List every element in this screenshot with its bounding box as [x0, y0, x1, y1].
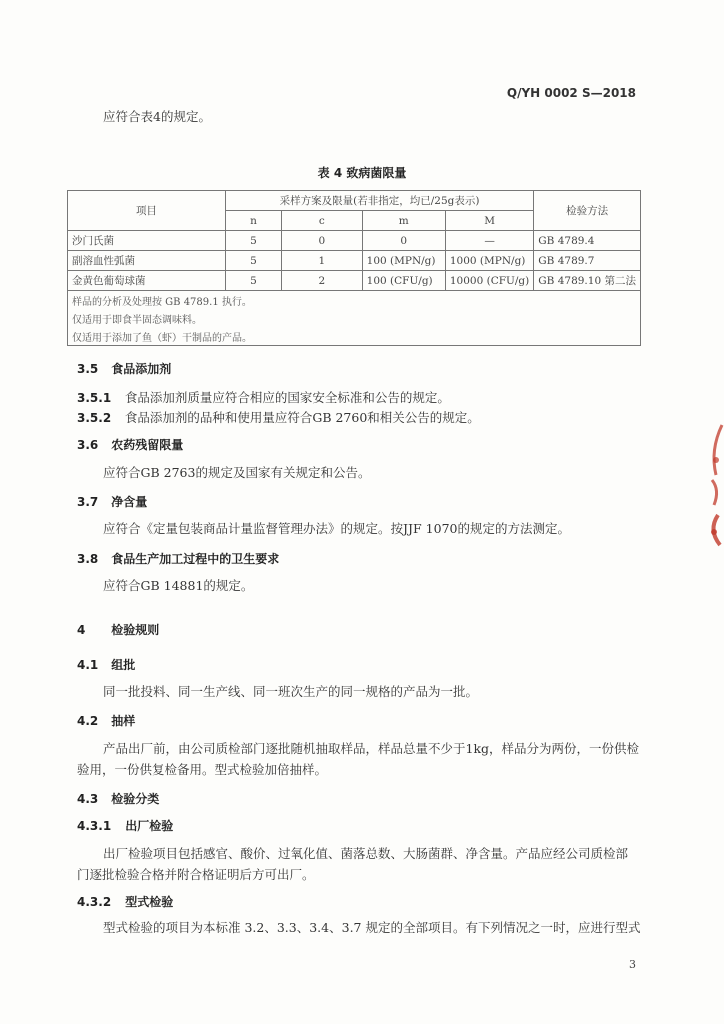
- subheader-c: c: [282, 211, 363, 231]
- table-row: [68, 271, 641, 291]
- page-number: 3: [629, 958, 636, 971]
- section-number: 4: [77, 623, 86, 637]
- pathogen-limit-table: [67, 190, 641, 346]
- section-title: 出厂检验: [125, 819, 174, 833]
- section-text-4-3-2-line1: 型式检验的项目为本标准 3.2、3.3、3.4、3.7 规定的全部项目。有下列情况之一时，应进行型式: [103, 920, 641, 935]
- cell-n: 5: [225, 251, 281, 271]
- section-number: 4.3: [77, 792, 99, 806]
- cell-m: 0: [362, 231, 445, 251]
- column-header-method: 检验方法: [534, 191, 641, 231]
- cell-c: 0: [282, 231, 363, 251]
- section-text-3-6: 应符合GB 2763的规定及国家有关规定和公告。: [103, 465, 371, 480]
- clause-3-5-1: [77, 388, 450, 406]
- cell-method: GB 4789.4: [534, 231, 641, 251]
- section-heading-4: [77, 621, 159, 638]
- cell-item: 沙门氏菌: [68, 231, 226, 251]
- column-header-item: 项目: [68, 191, 226, 231]
- cell-m: 100 (MPN/g): [362, 251, 445, 271]
- section-title: 抽样: [111, 714, 136, 728]
- clause-number: 3.5.1: [77, 391, 112, 405]
- cell-n: 5: [225, 271, 281, 291]
- cell-item: 副溶血性弧菌: [68, 251, 226, 271]
- subheader-n: n: [225, 211, 281, 231]
- cell-m: 100 (CFU/g): [362, 271, 445, 291]
- section-heading-4-2: [77, 712, 135, 729]
- table-title: 表 4 致病菌限量: [317, 166, 407, 180]
- seal-stamp-icon: [702, 420, 724, 560]
- cell-M: 1000 (MPN/g): [445, 251, 533, 271]
- section-title: 检验分类: [111, 792, 160, 806]
- table-note-row: [68, 291, 641, 310]
- section-heading-3-8: [77, 550, 279, 567]
- cell-c: 1: [282, 251, 363, 271]
- table-note: 仅适用于即食半固态调味料。: [68, 309, 641, 327]
- section-number: 4.3.1: [77, 819, 112, 833]
- cell-M: 10000 (CFU/g): [445, 271, 533, 291]
- section-title: 食品添加剂: [111, 362, 172, 376]
- table-note: 样品的分析及处理按 GB 4789.1 执行。: [68, 291, 641, 310]
- column-header-sampling: 采样方案及限量(若非指定，均已/25g表示): [225, 191, 533, 211]
- section-heading-4-3-1: [77, 817, 173, 834]
- section-heading-3-5: [77, 360, 171, 377]
- section-text-3-8: 应符合GB 14881的规定。: [103, 578, 254, 593]
- subheader-M: M: [445, 211, 533, 231]
- section-text-4-3-1-line2: 门逐批检验合格并附合格证明后方可出厂。: [77, 867, 315, 882]
- section-number: 4.1: [77, 658, 99, 672]
- section-heading-4-1: [77, 656, 135, 673]
- section-number: 3.8: [77, 552, 99, 566]
- clause-number: 3.5.2: [77, 411, 112, 425]
- table-note-row: [68, 327, 641, 346]
- clause-text: 食品添加剂质量应符合相应的国家安全标准和公告的规定。: [124, 390, 450, 405]
- section-heading-4-3: [77, 790, 159, 807]
- cell-M: —: [445, 231, 533, 251]
- intro-text: 应符合表4的规定。: [103, 109, 211, 124]
- section-title: 食品生产加工过程中的卫生要求: [111, 552, 280, 566]
- section-number: 3.6: [77, 438, 99, 452]
- section-text-3-7: 应符合《定量包装商品计量监督管理办法》的规定。按JJF 1070的规定的方法测定。: [103, 521, 570, 536]
- section-heading-3-7: [77, 493, 147, 510]
- table-note: 仅适用于添加了鱼（虾）干制品的产品。: [68, 327, 641, 346]
- subheader-m: m: [362, 211, 445, 231]
- section-number: 4.2: [77, 714, 99, 728]
- table-note-row: [68, 309, 641, 327]
- cell-method: GB 4789.7: [534, 251, 641, 271]
- clause-3-5-2: [77, 408, 480, 426]
- standard-code: Q/YH 0002 S—2018: [506, 86, 636, 100]
- section-text-4-1: 同一批投料、同一生产线、同一班次生产的同一规格的产品为一批。: [103, 684, 479, 699]
- table-row: [68, 231, 641, 251]
- section-text-4-2-line2: 验用，一份供复检备用。型式检验加倍抽样。: [77, 762, 328, 777]
- section-title: 组批: [111, 658, 136, 672]
- cell-n: 5: [225, 231, 281, 251]
- cell-c: 2: [282, 271, 363, 291]
- section-text-4-2-line1: 产品出厂前，由公司质检部门逐批随机抽取样品，样品总量不少于1kg，样品分为两份，一份供检: [103, 741, 640, 756]
- section-heading-4-3-2: [77, 893, 173, 910]
- section-title: 检验规则: [111, 623, 160, 637]
- table-row: [68, 251, 641, 271]
- clause-text: 食品添加剂的品种和使用量应符合GB 2760和相关公告的规定。: [124, 410, 480, 425]
- cell-item: 金黄色葡萄球菌: [68, 271, 226, 291]
- section-title: 农药残留限量: [111, 438, 184, 452]
- section-heading-3-6: [77, 436, 183, 453]
- section-number: 3.5: [77, 362, 99, 376]
- section-text-4-3-1-line1: 出厂检验项目包括感官、酸价、过氧化值、菌落总数、大肠菌群、净含量。产品应经公司质检部: [103, 846, 629, 861]
- table-header-row: [68, 191, 641, 211]
- section-title: 型式检验: [125, 895, 174, 909]
- section-number: 3.7: [77, 495, 99, 509]
- section-title: 净含量: [111, 495, 148, 509]
- cell-method: GB 4789.10 第二法: [534, 271, 641, 291]
- section-number: 4.3.2: [77, 895, 112, 909]
